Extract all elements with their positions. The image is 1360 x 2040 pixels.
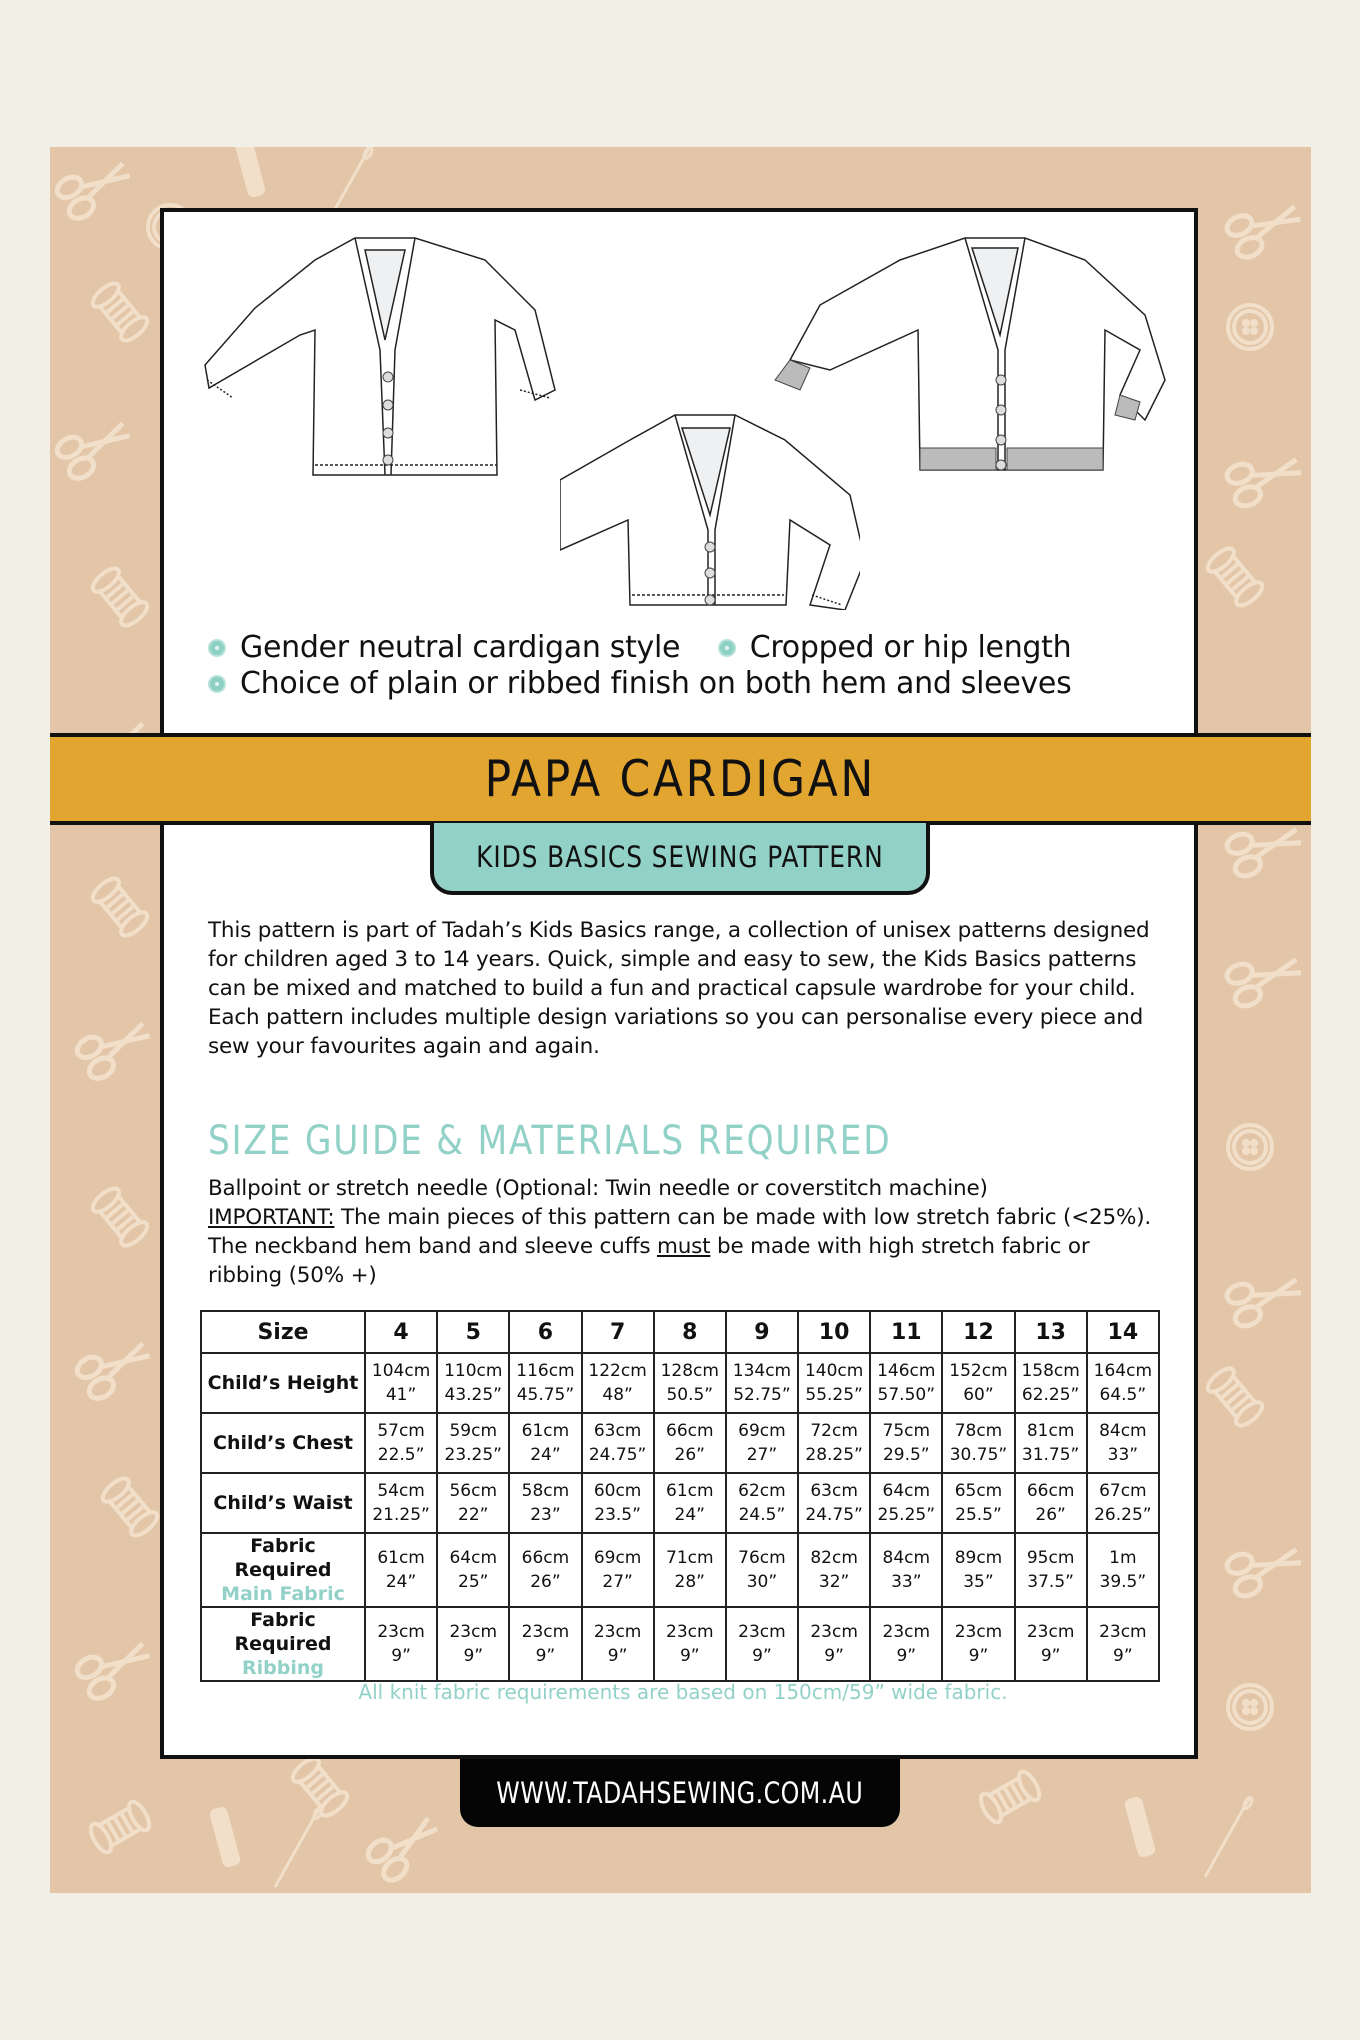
- measurement-cell: [870, 1353, 942, 1413]
- measurement-cell: [1087, 1353, 1159, 1413]
- metric-value: 61cm: [521, 1421, 570, 1441]
- size-header-cell: 14: [1087, 1311, 1159, 1353]
- button-bullet-icon: [208, 675, 226, 693]
- metric-value: 23cm: [666, 1622, 714, 1642]
- row-label-text: Fabric Required: [234, 1535, 332, 1581]
- title-banner: [50, 733, 1311, 825]
- row-label-text: Fabric Required: [234, 1609, 332, 1655]
- metric-value: 23cm: [954, 1622, 1003, 1642]
- imperial-value: 62.25”: [1021, 1385, 1080, 1405]
- measurement-cell: [942, 1413, 1014, 1473]
- feature-text: Gender neutral cardigan style: [240, 630, 681, 665]
- feature-text: Choice of plain or ribbed finish on both hem and sleeves: [240, 666, 1072, 701]
- measurement-cell: [726, 1353, 798, 1413]
- feature-list: [208, 630, 1108, 702]
- measurement-cell: [1015, 1473, 1087, 1533]
- metric-value: 75cm: [882, 1421, 931, 1441]
- size-header-row: [201, 1311, 1159, 1353]
- imperial-value: 22”: [458, 1505, 489, 1525]
- measurement-cell: [582, 1607, 654, 1681]
- metric-value: 66cm: [521, 1548, 570, 1568]
- metric-value: 95cm: [1026, 1548, 1075, 1568]
- imperial-value: 41”: [385, 1385, 417, 1405]
- imperial-value: 52.75”: [733, 1385, 791, 1405]
- size-header-cell: 4: [365, 1311, 437, 1353]
- measurement-cell: [437, 1607, 509, 1681]
- imperial-value: 55.25”: [805, 1385, 863, 1405]
- measurement-cell: [365, 1353, 437, 1413]
- imperial-value: 30”: [746, 1572, 778, 1592]
- row-label: [201, 1607, 365, 1681]
- website-link[interactable]: WWW.TADAHSEWING.COM.AU: [496, 1776, 864, 1810]
- imperial-value: 23.5”: [594, 1505, 641, 1525]
- measurement-cell: [365, 1533, 437, 1607]
- measurement-cell: [1015, 1607, 1087, 1681]
- measurement-cell: [437, 1353, 509, 1413]
- size-header-cell: 9: [726, 1311, 798, 1353]
- row-label: [201, 1413, 365, 1473]
- imperial-value: 37.5”: [1027, 1572, 1074, 1592]
- measurement-cell: [365, 1607, 437, 1681]
- metric-value: 78cm: [954, 1421, 1003, 1441]
- metric-value: 84cm: [1099, 1421, 1147, 1441]
- metric-value: 61cm: [666, 1481, 714, 1501]
- row-sublabel: Ribbing: [242, 1657, 324, 1679]
- metric-value: 82cm: [810, 1548, 858, 1568]
- measurement-cell: [582, 1413, 654, 1473]
- measurement-cell: [798, 1413, 870, 1473]
- imperial-value: 9”: [607, 1646, 628, 1666]
- size-header-cell: 13: [1015, 1311, 1087, 1353]
- measurement-cell: [870, 1533, 942, 1607]
- measurement-cell: [1015, 1353, 1087, 1413]
- measurement-cell: [798, 1607, 870, 1681]
- metric-value: 81cm: [1026, 1421, 1075, 1441]
- size-header-cell: 7: [582, 1311, 654, 1353]
- imperial-value: 43.25”: [444, 1385, 502, 1405]
- metric-value: 62cm: [738, 1481, 786, 1501]
- measurement-cell: [654, 1607, 726, 1681]
- imperial-value: 60”: [963, 1385, 994, 1405]
- measurement-cell: [726, 1473, 798, 1533]
- imperial-value: 28.25”: [805, 1445, 863, 1465]
- button-bullet-icon: [718, 639, 736, 657]
- imperial-value: 45.75”: [516, 1385, 575, 1405]
- measurement-cell: [870, 1607, 942, 1681]
- metric-value: 158cm: [1021, 1361, 1080, 1381]
- metric-value: 89cm: [954, 1548, 1003, 1568]
- metric-value: 128cm: [660, 1361, 719, 1381]
- feature-text: Cropped or hip length: [749, 630, 1072, 665]
- imperial-value: 24.75”: [588, 1445, 647, 1465]
- measurement-cell: [1087, 1607, 1159, 1681]
- imperial-value: 25.25”: [877, 1505, 936, 1525]
- metric-value: 1m: [1109, 1548, 1137, 1568]
- metric-value: 59cm: [449, 1421, 498, 1441]
- imperial-value: 50.5”: [666, 1385, 714, 1405]
- metric-value: 56cm: [449, 1481, 498, 1501]
- table-row: [201, 1533, 1159, 1607]
- imperial-value: 24.75”: [805, 1505, 863, 1525]
- measurement-cell: [654, 1413, 726, 1473]
- measurement-cell: [1087, 1413, 1159, 1473]
- metric-value: 164cm: [1093, 1361, 1153, 1381]
- imperial-value: 26.25”: [1094, 1505, 1152, 1525]
- imperial-value: 25.5”: [955, 1505, 1002, 1525]
- imperial-value: 57.50”: [877, 1385, 936, 1405]
- imperial-value: 48”: [602, 1385, 633, 1405]
- metric-value: 69cm: [738, 1421, 786, 1441]
- size-chart-table: [200, 1310, 1160, 1682]
- imperial-value: 9”: [1113, 1646, 1133, 1666]
- metric-value: 66cm: [666, 1421, 714, 1441]
- materials-text: [208, 1174, 1158, 1290]
- measurement-cell: [1015, 1533, 1087, 1607]
- metric-value: 134cm: [732, 1361, 792, 1381]
- metric-value: 23cm: [521, 1622, 570, 1642]
- imperial-value: 9”: [752, 1646, 772, 1666]
- metric-value: 67cm: [1099, 1481, 1147, 1501]
- measurement-cell: [509, 1413, 581, 1473]
- important-text: The main pieces of this pattern can be made with low stretch fabric (<25%). The neckband hem band and sleeve cuffs: [208, 1205, 1152, 1259]
- subtitle-tab: [430, 823, 930, 895]
- metric-value: 72cm: [810, 1421, 858, 1441]
- imperial-value: 39.5”: [1099, 1572, 1147, 1592]
- measurement-cell: [798, 1533, 870, 1607]
- measurement-cell: [726, 1533, 798, 1607]
- measurement-cell: [870, 1473, 942, 1533]
- size-header-cell: 10: [798, 1311, 870, 1353]
- measurement-cell: [1087, 1473, 1159, 1533]
- metric-value: 64cm: [449, 1548, 498, 1568]
- measurement-cell: [726, 1607, 798, 1681]
- metric-value: 64cm: [882, 1481, 931, 1501]
- row-label-text: Child’s Waist: [213, 1492, 353, 1514]
- imperial-value: 31.75”: [1021, 1445, 1080, 1465]
- feature-item: [208, 666, 1071, 702]
- imperial-value: 32”: [818, 1572, 850, 1592]
- imperial-value: 23”: [530, 1505, 561, 1525]
- imperial-value: 9”: [824, 1646, 844, 1666]
- metric-value: 146cm: [877, 1361, 936, 1381]
- size-guide-title: SIZE GUIDE & MATERIALS REQUIRED: [208, 1118, 892, 1164]
- metric-value: 23cm: [449, 1622, 498, 1642]
- metric-value: 57cm: [377, 1421, 425, 1441]
- imperial-value: 64.5”: [1099, 1385, 1147, 1405]
- row-sublabel: Main Fabric: [221, 1583, 345, 1605]
- measurement-cell: [437, 1533, 509, 1607]
- important-label: IMPORTANT:: [208, 1205, 335, 1230]
- metric-value: 84cm: [882, 1548, 931, 1568]
- feature-item: [208, 630, 680, 666]
- measurement-cell: [942, 1473, 1014, 1533]
- measurement-cell: [437, 1473, 509, 1533]
- metric-value: 54cm: [377, 1481, 425, 1501]
- imperial-value: 28”: [674, 1572, 705, 1592]
- needle-line: Ballpoint or stretch needle (Optional: Twin needle or coverstitch machine): [208, 1176, 988, 1201]
- size-header-cell: 11: [870, 1311, 942, 1353]
- metric-value: 63cm: [810, 1481, 858, 1501]
- imperial-value: 23.25”: [444, 1445, 502, 1465]
- row-label-text: Child’s Chest: [213, 1432, 353, 1454]
- row-label: [201, 1353, 365, 1413]
- imperial-value: 9”: [463, 1646, 484, 1666]
- metric-value: 23cm: [1026, 1622, 1075, 1642]
- size-header-cell: 6: [509, 1311, 581, 1353]
- imperial-value: 9”: [391, 1646, 411, 1666]
- metric-value: 71cm: [666, 1548, 714, 1568]
- metric-value: 65cm: [954, 1481, 1003, 1501]
- imperial-value: 24”: [530, 1445, 561, 1465]
- metric-value: 122cm: [588, 1361, 647, 1381]
- table-row: [201, 1473, 1159, 1533]
- row-label-text: Child’s Height: [207, 1372, 359, 1394]
- metric-value: 76cm: [738, 1548, 786, 1568]
- metric-value: 23cm: [377, 1622, 425, 1642]
- table-row: [201, 1607, 1159, 1681]
- metric-value: 23cm: [738, 1622, 786, 1642]
- metric-value: 104cm: [371, 1361, 431, 1381]
- imperial-value: 33”: [891, 1572, 922, 1592]
- imperial-value: 9”: [679, 1646, 700, 1666]
- imperial-value: 24”: [385, 1572, 417, 1592]
- table-row: [201, 1413, 1159, 1473]
- measurement-cell: [798, 1353, 870, 1413]
- metric-value: 61cm: [377, 1548, 425, 1568]
- measurement-cell: [726, 1413, 798, 1473]
- measurement-cell: [942, 1607, 1014, 1681]
- imperial-value: 9”: [535, 1646, 556, 1666]
- imperial-value: 26”: [1035, 1505, 1066, 1525]
- size-column-header: Size: [201, 1311, 365, 1353]
- imperial-value: 25”: [458, 1572, 489, 1592]
- table-row: [201, 1353, 1159, 1413]
- measurement-cell: [509, 1353, 581, 1413]
- imperial-value: 29.5”: [882, 1445, 930, 1465]
- imperial-value: 26”: [674, 1445, 705, 1465]
- metric-value: 63cm: [593, 1421, 642, 1441]
- measurement-cell: [942, 1533, 1014, 1607]
- imperial-value: 21.25”: [372, 1505, 430, 1525]
- imperial-value: 24”: [674, 1505, 705, 1525]
- measurement-cell: [582, 1353, 654, 1413]
- fabric-footnote: All knit fabric requirements are based on 150cm/59” wide fabric.: [358, 1680, 1008, 1704]
- pattern-title: PAPA CARDIGAN: [484, 750, 877, 808]
- size-header-cell: 5: [437, 1311, 509, 1353]
- metric-value: 66cm: [1026, 1481, 1075, 1501]
- metric-value: 23cm: [882, 1622, 931, 1642]
- button-bullet-icon: [208, 639, 226, 657]
- measurement-cell: [437, 1413, 509, 1473]
- measurement-cell: [654, 1473, 726, 1533]
- measurement-cell: [942, 1353, 1014, 1413]
- measurement-cell: [365, 1473, 437, 1533]
- measurement-cell: [582, 1533, 654, 1607]
- size-header-cell: 12: [942, 1311, 1014, 1353]
- imperial-value: 27”: [602, 1572, 633, 1592]
- imperial-value: 33”: [1107, 1445, 1139, 1465]
- metric-value: 69cm: [593, 1548, 642, 1568]
- row-label: [201, 1533, 365, 1607]
- row-label: [201, 1473, 365, 1533]
- imperial-value: 26”: [530, 1572, 561, 1592]
- measurement-cell: [870, 1413, 942, 1473]
- metric-value: 110cm: [444, 1361, 503, 1381]
- measurement-cell: [509, 1607, 581, 1681]
- metric-value: 60cm: [593, 1481, 642, 1501]
- imperial-value: 9”: [968, 1646, 989, 1666]
- cardigan-hip-ribbed-icon: [770, 230, 1170, 480]
- pattern-subtitle: KIDS BASICS SEWING PATTERN: [476, 840, 884, 874]
- measurement-cell: [365, 1413, 437, 1473]
- feature-item: [718, 630, 1072, 666]
- measurement-cell: [509, 1473, 581, 1533]
- metric-value: 140cm: [804, 1361, 864, 1381]
- measurement-cell: [1015, 1413, 1087, 1473]
- imperial-value: 9”: [1040, 1646, 1061, 1666]
- intro-paragraph: This pattern is part of Tadah’s Kids Basics range, a collection of unisex patterns designed for children aged 3 to 14 years. Quick, simple and easy to sew, the Kids Basics patterns can be mixed and matched to build a fun and practical capsule wardrobe for your child. Each pattern includes multiple design variations so you can personalise every piece and sew your favourites again and again.: [208, 918, 1150, 1059]
- imperial-value: 22.5”: [377, 1445, 425, 1465]
- measurement-cell: [1087, 1533, 1159, 1607]
- size-header-cell: 8: [654, 1311, 726, 1353]
- must-emphasis: must: [656, 1234, 711, 1259]
- imperial-value: 30.75”: [949, 1445, 1008, 1465]
- measurement-cell: [654, 1533, 726, 1607]
- measurement-cell: [654, 1353, 726, 1413]
- metric-value: 116cm: [516, 1361, 575, 1381]
- imperial-value: 9”: [896, 1646, 917, 1666]
- measurement-cell: [798, 1473, 870, 1533]
- imperial-value: 35”: [963, 1572, 994, 1592]
- website-tab[interactable]: [460, 1759, 900, 1827]
- metric-value: 58cm: [521, 1481, 570, 1501]
- metric-value: 23cm: [810, 1622, 858, 1642]
- metric-value: 152cm: [949, 1361, 1008, 1381]
- metric-value: 23cm: [593, 1622, 642, 1642]
- measurement-cell: [582, 1473, 654, 1533]
- imperial-value: 27”: [746, 1445, 778, 1465]
- important-text: be made with high stretch fabric or ribbing (50% +): [208, 1234, 1090, 1288]
- important-note: [208, 1203, 1158, 1290]
- metric-value: 23cm: [1099, 1622, 1147, 1642]
- measurement-cell: [509, 1533, 581, 1607]
- imperial-value: 24.5”: [738, 1505, 786, 1525]
